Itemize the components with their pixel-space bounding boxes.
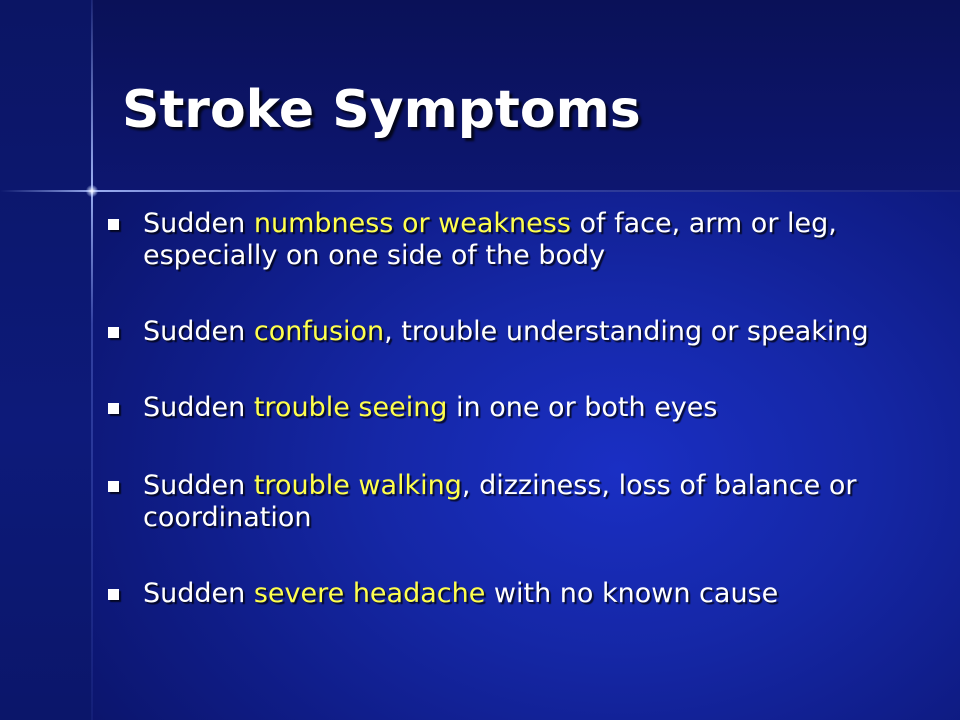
slide-title: Stroke Symptoms xyxy=(122,80,641,140)
bullet-suffix: with no known cause xyxy=(485,578,779,609)
bullet-prefix: Sudden xyxy=(143,208,254,239)
bullet-suffix: , dizziness, loss of balance or coordination xyxy=(143,470,857,533)
bullet-highlight: trouble walking xyxy=(253,470,462,501)
left-band xyxy=(0,0,92,720)
square-bullet-icon xyxy=(108,589,119,600)
bullet-item xyxy=(106,208,926,272)
square-bullet-icon xyxy=(108,403,119,414)
bullet-suffix: in one or both eyes xyxy=(447,392,718,423)
bullet-prefix: Sudden xyxy=(143,470,254,501)
bullet-item xyxy=(106,392,926,424)
bullet-highlight: severe headache xyxy=(253,578,486,609)
bullet-highlight: trouble seeing xyxy=(253,392,448,423)
bullet-item xyxy=(106,578,926,610)
vertical-accent-line xyxy=(91,0,93,720)
square-bullet-icon xyxy=(108,219,119,230)
bullet-prefix: Sudden xyxy=(143,578,254,609)
sparkle-icon xyxy=(86,185,98,197)
square-bullet-icon xyxy=(108,327,119,338)
bullet-item xyxy=(106,316,926,348)
bullet-list xyxy=(106,208,926,654)
bullet-item xyxy=(106,470,926,534)
bullet-prefix: Sudden xyxy=(143,316,254,347)
bullet-highlight: numbness or weakness xyxy=(253,208,571,239)
bullet-suffix: , trouble understanding or speaking xyxy=(384,316,869,347)
square-bullet-icon xyxy=(108,481,119,492)
bullet-highlight: confusion xyxy=(253,316,385,347)
bullet-suffix: of face, arm or leg, especially on one side of the body xyxy=(143,208,837,271)
bullet-prefix: Sudden xyxy=(143,392,254,423)
horizontal-accent-line xyxy=(0,190,960,192)
